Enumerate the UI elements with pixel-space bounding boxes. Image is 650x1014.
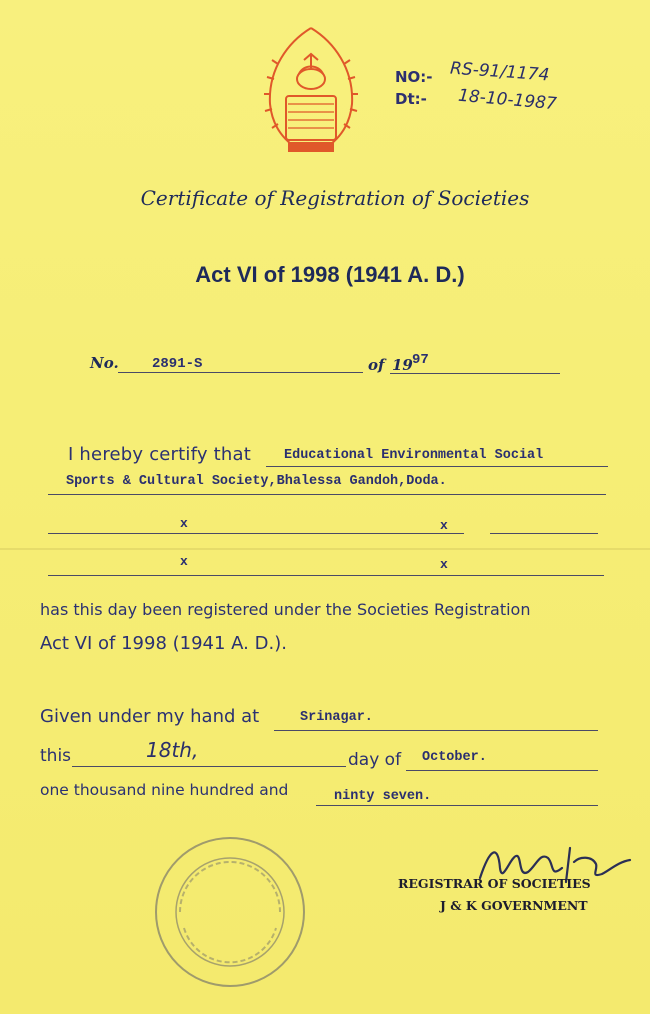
registered-text-1: has this day been registered under the Societies Registration [40, 600, 531, 619]
ref-number-value: RS-91/1174 [449, 58, 550, 86]
ref-date-value: 18-10-1987 [457, 85, 558, 115]
blank-line-1 [48, 533, 464, 534]
this-label: this [40, 746, 72, 766]
month-line [406, 770, 598, 771]
reg-year-value: 97 [412, 352, 429, 368]
reg-number-value: 2891-S [152, 356, 203, 372]
blank-mark-3: x [180, 554, 188, 569]
given-place-line [274, 730, 598, 731]
registrar-office: J & K GOVERNMENT [440, 898, 588, 913]
given-month: October. [422, 750, 487, 765]
blank-mark-2: x [440, 518, 448, 533]
reg-number-label: No. [90, 354, 119, 372]
certificate-title: Certificate of Registration of Societies [140, 186, 530, 210]
given-day: 18th, [146, 738, 199, 762]
reg-number-line [118, 372, 363, 373]
reg-year-line [390, 373, 560, 374]
certify-text: I hereby certify that [68, 444, 251, 465]
day-line [72, 766, 346, 767]
blank-mark-4: x [440, 557, 448, 572]
ref-date-label: Dt:- [395, 90, 427, 108]
reg-year-label: of [368, 356, 385, 374]
society-name-line2: Sports & Cultural Society,Bhalessa Gandoh,Doda. [66, 474, 447, 489]
paper-fold [0, 548, 650, 550]
blank-mark-1: x [180, 516, 188, 531]
reg-year-prefix: 19 [392, 356, 413, 374]
given-place: Srinagar. [300, 710, 373, 725]
day-of-label: day of [348, 750, 402, 770]
registrar-title: REGISTRAR OF SOCIETIES [398, 876, 591, 891]
round-seal-icon [150, 832, 310, 992]
registered-text-2: Act VI of 1998 (1941 A. D.). [40, 633, 287, 654]
given-year: ninty seven. [334, 789, 432, 804]
certify-line-1 [266, 466, 608, 467]
year-text: one thousand nine hundred and [40, 781, 289, 799]
act-heading: Act VI of 1998 (1941 A. D.) [195, 262, 465, 287]
year-line [316, 805, 598, 806]
ref-number-label: NO:- [395, 68, 433, 86]
blank-line-1b [490, 533, 598, 534]
society-name-line1: Educational Environmental Social [284, 448, 544, 463]
blank-line-2 [48, 575, 604, 576]
given-label: Given under my hand at [40, 706, 260, 727]
state-emblem-icon [258, 24, 364, 160]
certify-line-2 [48, 494, 606, 495]
